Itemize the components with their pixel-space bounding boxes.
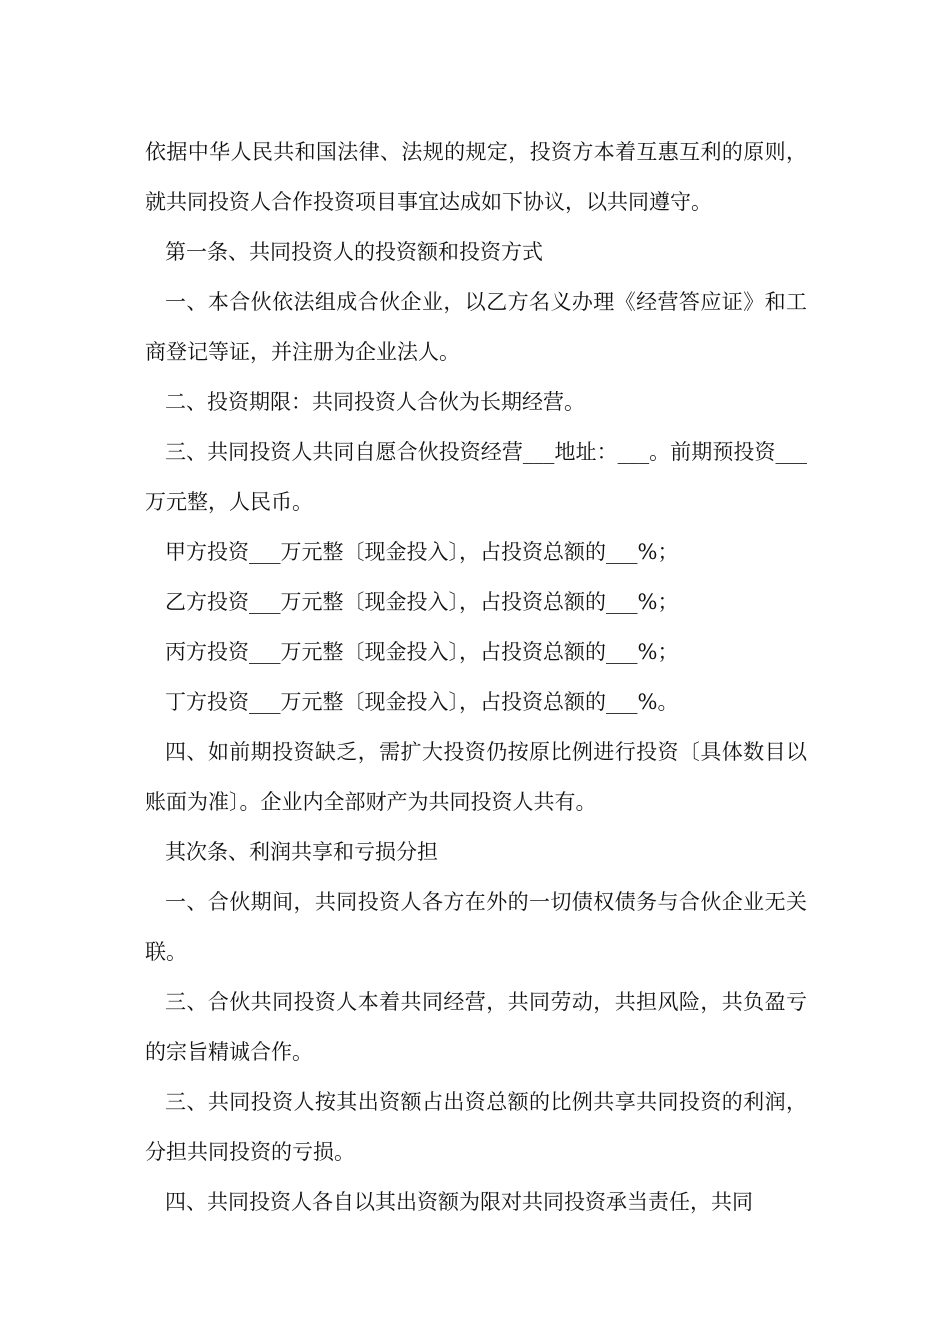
party-c-investment: 丙方投资___万元整〔现金投入〕，占投资总额的___%；	[165, 640, 679, 664]
party-d-investment: 丁方投资___万元整〔现金投入〕，占投资总额的___%。	[165, 690, 679, 714]
document-body	[145, 127, 807, 1227]
article-1-heading: 第一条、共同投资人的投资额和投资方式	[165, 240, 543, 264]
article-2-clause-2: 三、合伙共同投资人本着共同经营，共同劳动，共担风险，共负盈亏的宗旨精诚合作。	[145, 990, 807, 1064]
paragraph-preamble: 依据中华人民共和国法律、法规的规定，投资方本着互惠互利的原则，就共同投资人合作投资项目事宜达成如下协议，以共同遵守。	[145, 140, 807, 214]
party-a-investment: 甲方投资___万元整〔现金投入〕，占投资总额的___%；	[165, 540, 679, 564]
party-b-investment: 乙方投资___万元整〔现金投入〕，占投资总额的___%；	[165, 590, 679, 614]
article-1-clause-3: 三、共同投资人共同自愿合伙投资经营___地址：___。前期预投资___万元整，人民币。	[145, 440, 807, 514]
article-2-clause-3: 三、共同投资人按其出资额占出资总额的比例共享共同投资的利润，分担共同投资的亏损。	[145, 1090, 807, 1164]
article-1-clause-4: 四、如前期投资缺乏，需扩大投资仍按原比例进行投资〔具体数目以账面为准〕。企业内全部财产为共同投资人共有。	[145, 740, 807, 814]
article-2-clause-1: 一、合伙期间，共同投资人各方在外的一切债权债务与合伙企业无关联。	[145, 890, 807, 964]
article-2-clause-4: 四、共同投资人各自以其出资额为限对共同投资承当责任，共同	[165, 1190, 753, 1214]
article-1-clause-2: 二、投资期限：共同投资人合伙为长期经营。	[165, 390, 585, 414]
article-2-heading: 其次条、利润共享和亏损分担	[165, 840, 438, 864]
article-1-clause-1: 一、本合伙依法组成合伙企业，以乙方名义办理《经营答应证》和工商登记等证，并注册为企业法人。	[145, 290, 807, 364]
